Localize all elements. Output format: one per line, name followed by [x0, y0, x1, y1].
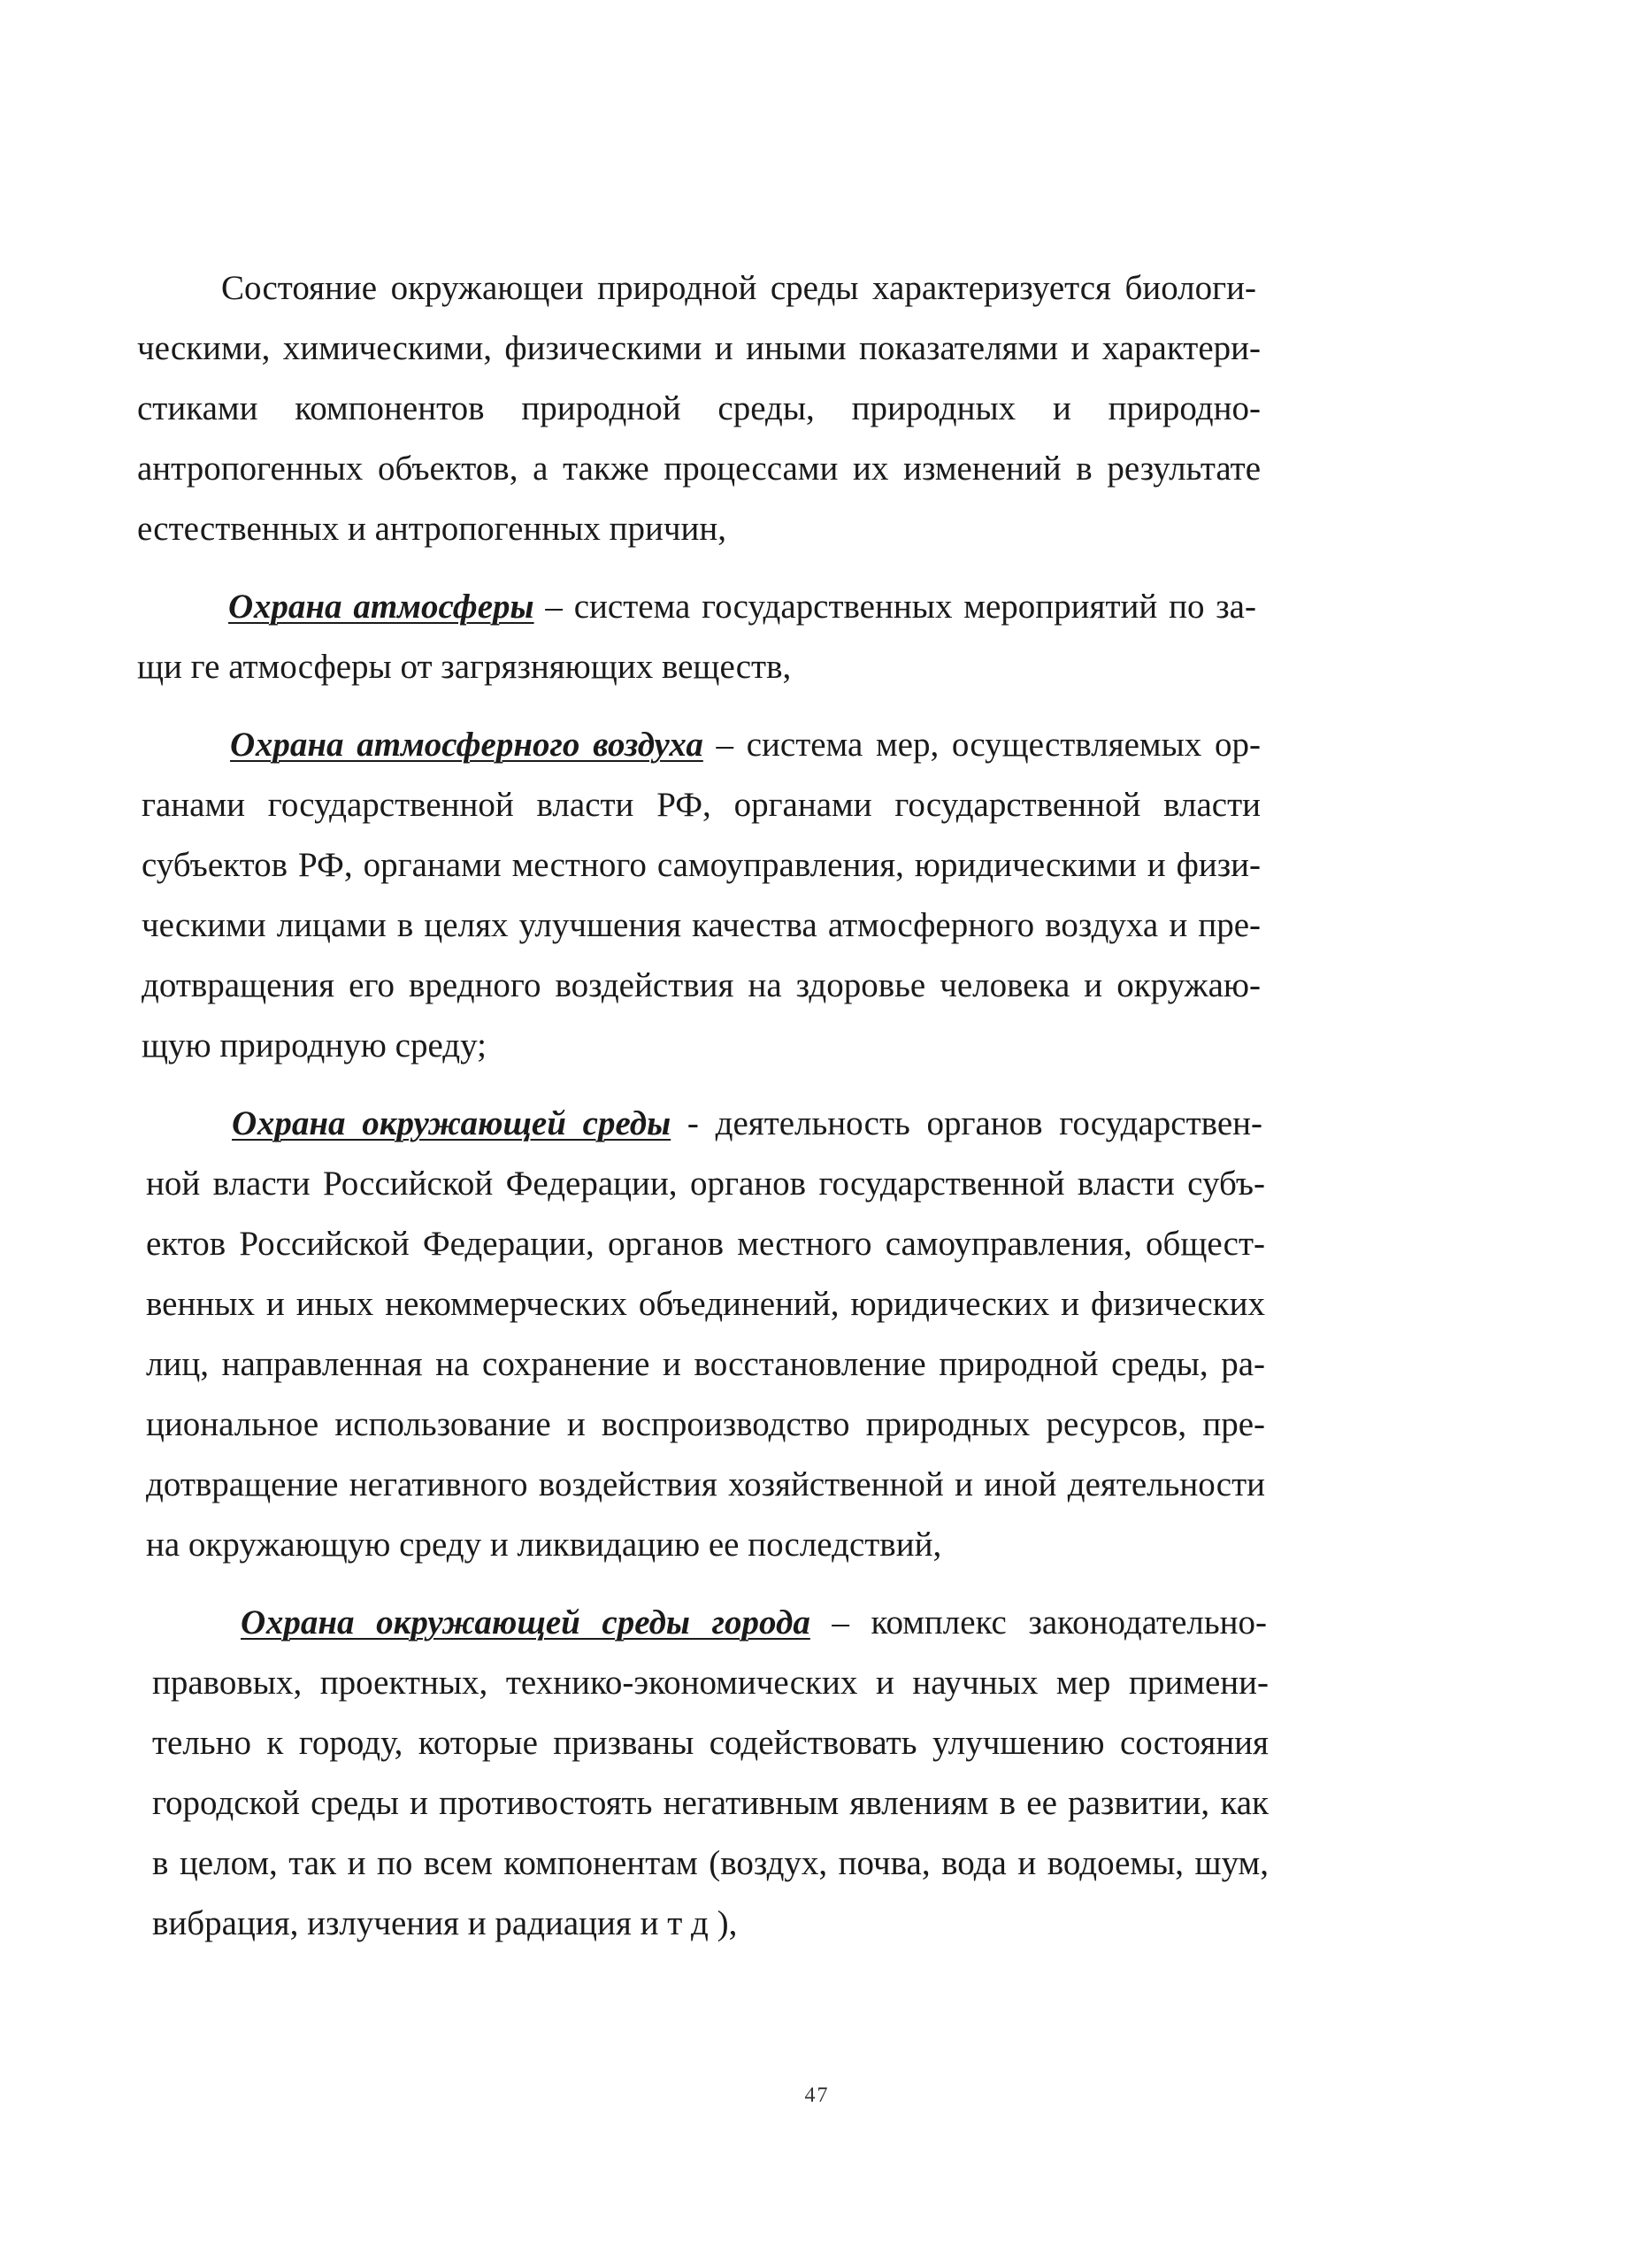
paragraph-4-line-4: венных и иных некоммерческих объединений, юридических и физических [146, 1285, 1265, 1323]
paragraph-3-line-5: дотвращения его вредного воздействия на здоровье человека и окружаю- [142, 966, 1261, 1004]
paragraph-2-line-1 [228, 589, 1256, 624]
paragraph-3-definition-start: – система мер, осуществляемых ор- [702, 726, 1261, 764]
paragraph-1-line-5: естественных и антропогенных причин, [137, 510, 726, 548]
paragraph-4-line-3: ектов Российской Федерации, органов местного самоуправления, общест- [146, 1225, 1265, 1263]
paragraph-4-line-1 [232, 1106, 1262, 1141]
paragraph-4-definition-start: - деятельность органов государствен- [671, 1104, 1262, 1142]
paragraph-3-line-1 [230, 727, 1261, 762]
paragraph-4-line-5: лиц, направленная на сохранение и восстановление природной среды, ра- [146, 1345, 1265, 1383]
paragraph-5-line-2: правовых, проектных, технико-экономических и научных мер примени- [152, 1664, 1269, 1702]
paragraph-5-line-5: в целом, так и по всем компонентам (воздух, почва, вода и водоемы, шум, [152, 1844, 1269, 1882]
page-number: 47 [804, 2084, 830, 2107]
paragraph-3-line-6: щую природную среду; [142, 1026, 487, 1065]
paragraph-3-line-2: ганами государственной власти РФ, органами государственной власти [142, 786, 1261, 824]
paragraph-5-line-1 [241, 1605, 1267, 1640]
paragraph-3-line-4: ческими лицами в целях улучшения качества атмосферного воздуха и пре- [142, 906, 1261, 944]
paragraph-1-line-1: Состояние окружающеи природной среды характеризуется биологи- [221, 269, 1256, 307]
paragraph-3-line-3: субъектов РФ, органами местного самоуправления, юридическими и физи- [142, 846, 1261, 884]
paragraph-4-line-7: дотвращение негативного воздействия хозяйственной и иной деятельности [146, 1465, 1265, 1503]
term-city-environment-protection: Охрана окружающей среды города [241, 1603, 810, 1641]
paragraph-2-line-2: щи ге атмосферы от загрязняющих веществ, [137, 648, 792, 686]
paragraph-4-line-8: на окружающую среду и ликвидацию ее последствий, [146, 1526, 942, 1564]
paragraph-1-line-2: ческими, химическими, физическими и иными показателями и характери- [137, 329, 1261, 367]
paragraph-2-definition-start: – система государственных мероприятий по за- [533, 588, 1256, 626]
term-atmosphere-protection: Охрана атмосферы [228, 588, 534, 626]
paragraph-5-line-6: вибрация, излучения и радиация и т д ), [152, 1904, 738, 1942]
term-environment-protection: Охрана окружающей среды [232, 1104, 671, 1142]
paragraph-4-line-2: ной власти Российской Федерации, органов государственной власти субъ- [146, 1165, 1265, 1203]
paragraph-1-line-4: антропогенных объектов, а также процессами их изменений в результате [137, 450, 1261, 488]
term-air-protection: Охрана атмосферного воздуха [230, 726, 703, 764]
paragraph-4-line-6: циональное использование и воспроизводство природных ресурсов, пре- [146, 1405, 1265, 1443]
paragraph-5-definition-start: – комплекс законодательно- [809, 1603, 1268, 1641]
paragraph-5-line-3: тельно к городу, которые призваны содействовать улучшению состояния [152, 1724, 1269, 1762]
paragraph-1-line-3: стиками компонентов природной среды, природных и природно- [137, 389, 1261, 427]
paragraph-5-line-4: городской среды и противостоять негативным явлениям в ее развитии, как [152, 1784, 1269, 1822]
